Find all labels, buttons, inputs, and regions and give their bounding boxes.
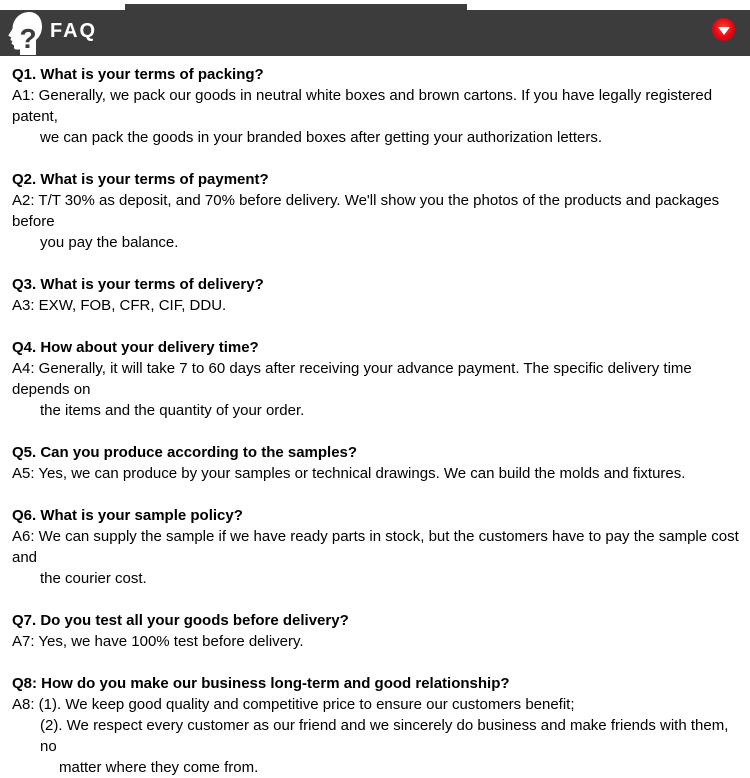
answer-line: matter where they come from.	[59, 759, 259, 776]
down-arrow-icon	[718, 27, 730, 35]
answer-line: the items and the quantity of your order.	[40, 402, 305, 419]
answer	[12, 463, 742, 484]
faq-item	[12, 610, 742, 652]
faq-item	[12, 505, 742, 589]
question: Q4. How about your delivery time?	[12, 339, 259, 356]
answer-line: A7: Yes, we have 100% test before delivery.	[12, 633, 304, 650]
faq-list	[12, 56, 742, 778]
answer-line: (2). We respect every customer as our friend and we sincerely do business and make friends with them, no	[40, 717, 729, 755]
faq-item	[12, 274, 742, 316]
question: Q6. What is your sample policy?	[12, 507, 243, 524]
answer-line: A5: Yes, we can produce by your samples or technical drawings. We can build the molds and fixtures.	[12, 465, 686, 482]
answer-line: A3: EXW, FOB, CFR, CIF, DDU.	[12, 297, 227, 314]
answer-line: A1: Generally, we pack our goods in neutral white boxes and brown cartons. If you have legally registered patent,	[12, 87, 713, 125]
answer-line: you pay the balance.	[40, 234, 179, 251]
faq-section-header	[0, 10, 750, 56]
question: Q2. What is your terms of payment?	[12, 171, 269, 188]
question-head-icon	[8, 12, 42, 55]
faq-title: FAQ	[50, 19, 98, 42]
answer-line: the courier cost.	[40, 570, 147, 587]
answer	[12, 526, 742, 589]
question: Q1. What is your terms of packing?	[12, 66, 264, 83]
answer	[12, 631, 742, 652]
answer-line: A8: (1). We keep good quality and competitive price to ensure our customers benefit;	[12, 696, 575, 713]
answer	[12, 358, 742, 421]
scroll-down-button[interactable]	[712, 18, 735, 41]
question: Q7. Do you test all your goods before delivery?	[12, 612, 349, 629]
answer	[12, 295, 742, 316]
faq-item	[12, 442, 742, 484]
answer	[12, 694, 742, 778]
question: Q8: How do you make our business long-term and good relationship?	[12, 675, 510, 692]
answer-line: we can pack the goods in your branded boxes after getting your authorization letters.	[40, 129, 603, 146]
answer-line: A2: T/T 30% as deposit, and 70% before delivery. We'll show you the photos of the products and packages before	[12, 192, 720, 230]
answer-line: A4: Generally, it will take 7 to 60 days after receiving your advance payment. The specific delivery time depends on	[12, 360, 692, 398]
faq-item	[12, 337, 742, 421]
answer	[12, 190, 742, 253]
question: Q5. Can you produce according to the samples?	[12, 444, 358, 461]
answer	[12, 85, 742, 148]
faq-item	[12, 64, 742, 148]
faq-item	[12, 673, 742, 778]
question: Q3. What is your terms of delivery?	[12, 276, 264, 293]
faq-item	[12, 169, 742, 253]
answer-line: A6: We can supply the sample if we have ready parts in stock, but the customers have to pay the sample cost and	[12, 528, 739, 566]
svg-text:?: ?	[19, 22, 37, 54]
